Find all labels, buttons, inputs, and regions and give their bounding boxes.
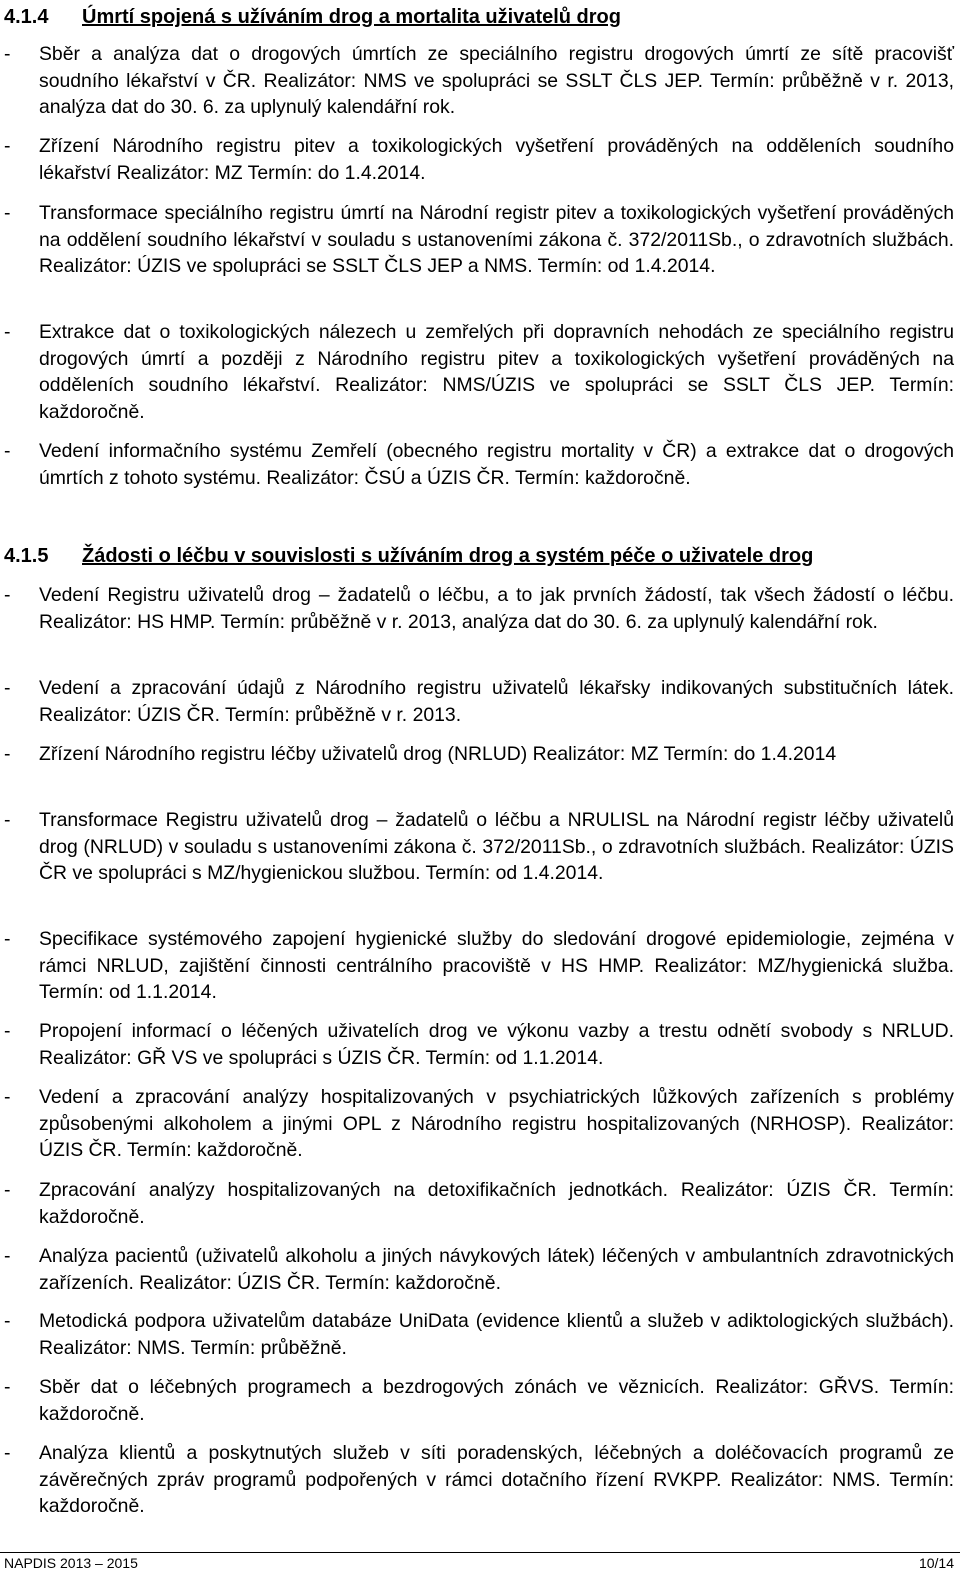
bullet-dash: -: [4, 1376, 11, 1398]
list-item-text: Sběr dat o léčebných programech a bezdrogových zónách ve věznicích. Realizátor: GŘVS. Termín: každoročně.: [39, 1376, 954, 1425]
bullet-dash: -: [4, 321, 11, 343]
list-item: [4, 675, 954, 728]
list-item: [4, 200, 954, 280]
bullet-dash: -: [4, 1245, 11, 1267]
list-item-text: Analýza klientů a poskytnutých služeb v síti poradenských, léčebných a doléčovacích programů ze závěrečných zpráv programů podpořených v rámci dotačního řízení RVKPP. Realizátor: NMS. Termín: každoročně.: [39, 1442, 954, 1517]
list-item-text: Analýza pacientů (uživatelů alkoholu a jiných návykových látek) léčených v ambulantních zdravotnických zařízeních. Realizátor: ÚZIS ČR. Termín: každoročně.: [39, 1245, 954, 1294]
bullet-dash: -: [4, 584, 11, 606]
footer-page-number: 10/14: [918, 1555, 954, 1571]
bullet-dash: -: [4, 677, 11, 699]
section-title: Úmrtí spojená s užíváním drog a mortalita uživatelů drog: [82, 6, 621, 28]
bullet-dash: -: [4, 43, 11, 65]
list-item-text: Zřízení Národního registru pitev a toxikologických vyšetření prováděných na odděleních soudního lékařství Realizátor: MZ Termín: do 1.4.2014.: [39, 135, 954, 184]
list-item: [4, 438, 954, 491]
list-item: [4, 41, 954, 121]
list-item-text: Vedení informačního systému Zemřelí (obecného registru mortality v ČR) a extrakce dat o drogových úmrtích z tohoto systému. Realizátor: ČSÚ a ÚZIS ČR. Termín: každoročně.: [39, 440, 954, 489]
list-item: [4, 1243, 954, 1296]
bullet-dash: -: [4, 440, 11, 462]
bullet-dash: -: [4, 1179, 11, 1201]
list-item-text: Specifikace systémového zapojení hygienické služby do sledování drogové epidemiologie, zejména v rámci NRLUD, zajištění činnosti centrálního pracoviště v HS HMP. Realizátor: MZ/hygienická služba. Termín: od 1.1.2014.: [39, 928, 954, 1003]
section-heading-4-1-5: [4, 543, 813, 569]
list-item: [4, 926, 954, 1006]
list-item: [4, 1440, 954, 1520]
list-item-text: Vedení a zpracování analýzy hospitalizovaných v psychiatrických lůžkových zařízeních s problémy způsobenými alkoholem a jinými OPL z Národního registru hospitalizovaných (NRHOSP). Realizátor: ÚZIS ČR. Termín: každoročně.: [39, 1086, 954, 1161]
list-item: [4, 807, 954, 887]
bullet-dash: -: [4, 809, 11, 831]
list-item-text: Transformace speciálního registru úmrtí na Národní registr pitev a toxikologických vyšetření prováděných na oddělení soudního lékařství v souladu s ustanoveními zákona č. 372/2011Sb., o zdravotních službách. Realizátor: ÚZIS ve spolupráci se SSLT ČLS JEP a NMS. Termín: od 1.4.2014.: [39, 202, 954, 277]
bullet-dash: -: [4, 135, 11, 157]
list-item-text: Metodická podpora uživatelům databáze UniData (evidence klientů a služeb v adiktologických službách). Realizátor: NMS. Termín: průběžně.: [39, 1310, 954, 1359]
list-item: [4, 1308, 954, 1361]
section-title: Žádosti o léčbu v souvislosti s užíváním drog a systém péče o uživatele drog: [82, 545, 814, 567]
list-item-text: Vedení a zpracování údajů z Národního registru uživatelů lékařsky indikovaných substitučních látek. Realizátor: ÚZIS ČR. Termín: průběžně v r. 2013.: [39, 677, 954, 726]
list-item: [4, 319, 954, 425]
list-item-text: Vedení Registru uživatelů drog – žadatelů o léčbu, a to jak prvních žádostí, tak všech žádostí o léčbu. Realizátor: HS HMP. Termín: průběžně v r. 2013, analýza dat do 30. 6. za uplynulý kalendářní rok.: [39, 584, 954, 633]
list-item-text: Zpracování analýzy hospitalizovaných na detoxifikačních jednotkách. Realizátor: ÚZIS ČR. Termín: každoročně.: [39, 1179, 954, 1228]
footer-document-name: NAPDIS 2013 – 2015: [4, 1555, 138, 1571]
list-item-text: Propojení informací o léčených uživatelích drog ve výkonu vazby a trestu odnětí svobody s NRLUD. Realizátor: GŘ VS ve spolupráci s ÚZIS ČR. Termín: od 1.1.2014.: [39, 1020, 954, 1069]
section-heading-4-1-4: [4, 4, 621, 30]
list-item-text: Transformace Registru uživatelů drog – žadatelů o léčbu a NRULISL na Národní registr léčby uživatelů drog (NRLUD) v souladu s ustanoveními zákona č. 372/2011Sb., o zdravotních službách. Realizátor: ÚZIS ČR ve spolupráci s MZ/hygienickou službou. Termín: od 1.4.2014.: [39, 809, 954, 884]
list-item: [4, 582, 954, 635]
section-number: 4.1.5: [4, 545, 49, 567]
list-item: [4, 1018, 954, 1071]
list-item: [4, 133, 954, 186]
bullet-dash: -: [4, 1442, 11, 1464]
bullet-dash: -: [4, 202, 11, 224]
bullet-dash: -: [4, 743, 11, 765]
bullet-dash: -: [4, 1020, 11, 1042]
list-item: [4, 1374, 954, 1427]
list-item: [4, 1177, 954, 1230]
bullet-dash: -: [4, 1310, 11, 1332]
footer-divider: [0, 1552, 960, 1553]
list-item-text: Extrakce dat o toxikologických nálezech u zemřelých při dopravních nehodách ze speciálního registru drogových úmrtí a později z Národního registru pitev a toxikologických vyšetření prováděných na odděleních soudního lékařství. Realizátor: NMS/ÚZIS ve spolupráci se SSLT ČLS JEP. Termín: každoročně.: [39, 321, 954, 423]
list-item: [4, 1084, 954, 1164]
bullet-dash: -: [4, 928, 11, 950]
bullet-dash: -: [4, 1086, 11, 1108]
list-item-text: Sběr a analýza dat o drogových úmrtích ze speciálního registru drogových úmrtí ze sítě pracovišť soudního lékařství v ČR. Realizátor: NMS ve spolupráci se SSLT ČLS JEP. Termín: průběžně v r. 2013, analýza dat do 30. 6. za uplynulý kalendářní rok.: [39, 43, 954, 118]
list-item: [4, 741, 954, 768]
section-number: 4.1.4: [4, 6, 49, 28]
list-item-text: Zřízení Národního registru léčby uživatelů drog (NRLUD) Realizátor: MZ Termín: do 1.4.2014: [39, 743, 837, 765]
